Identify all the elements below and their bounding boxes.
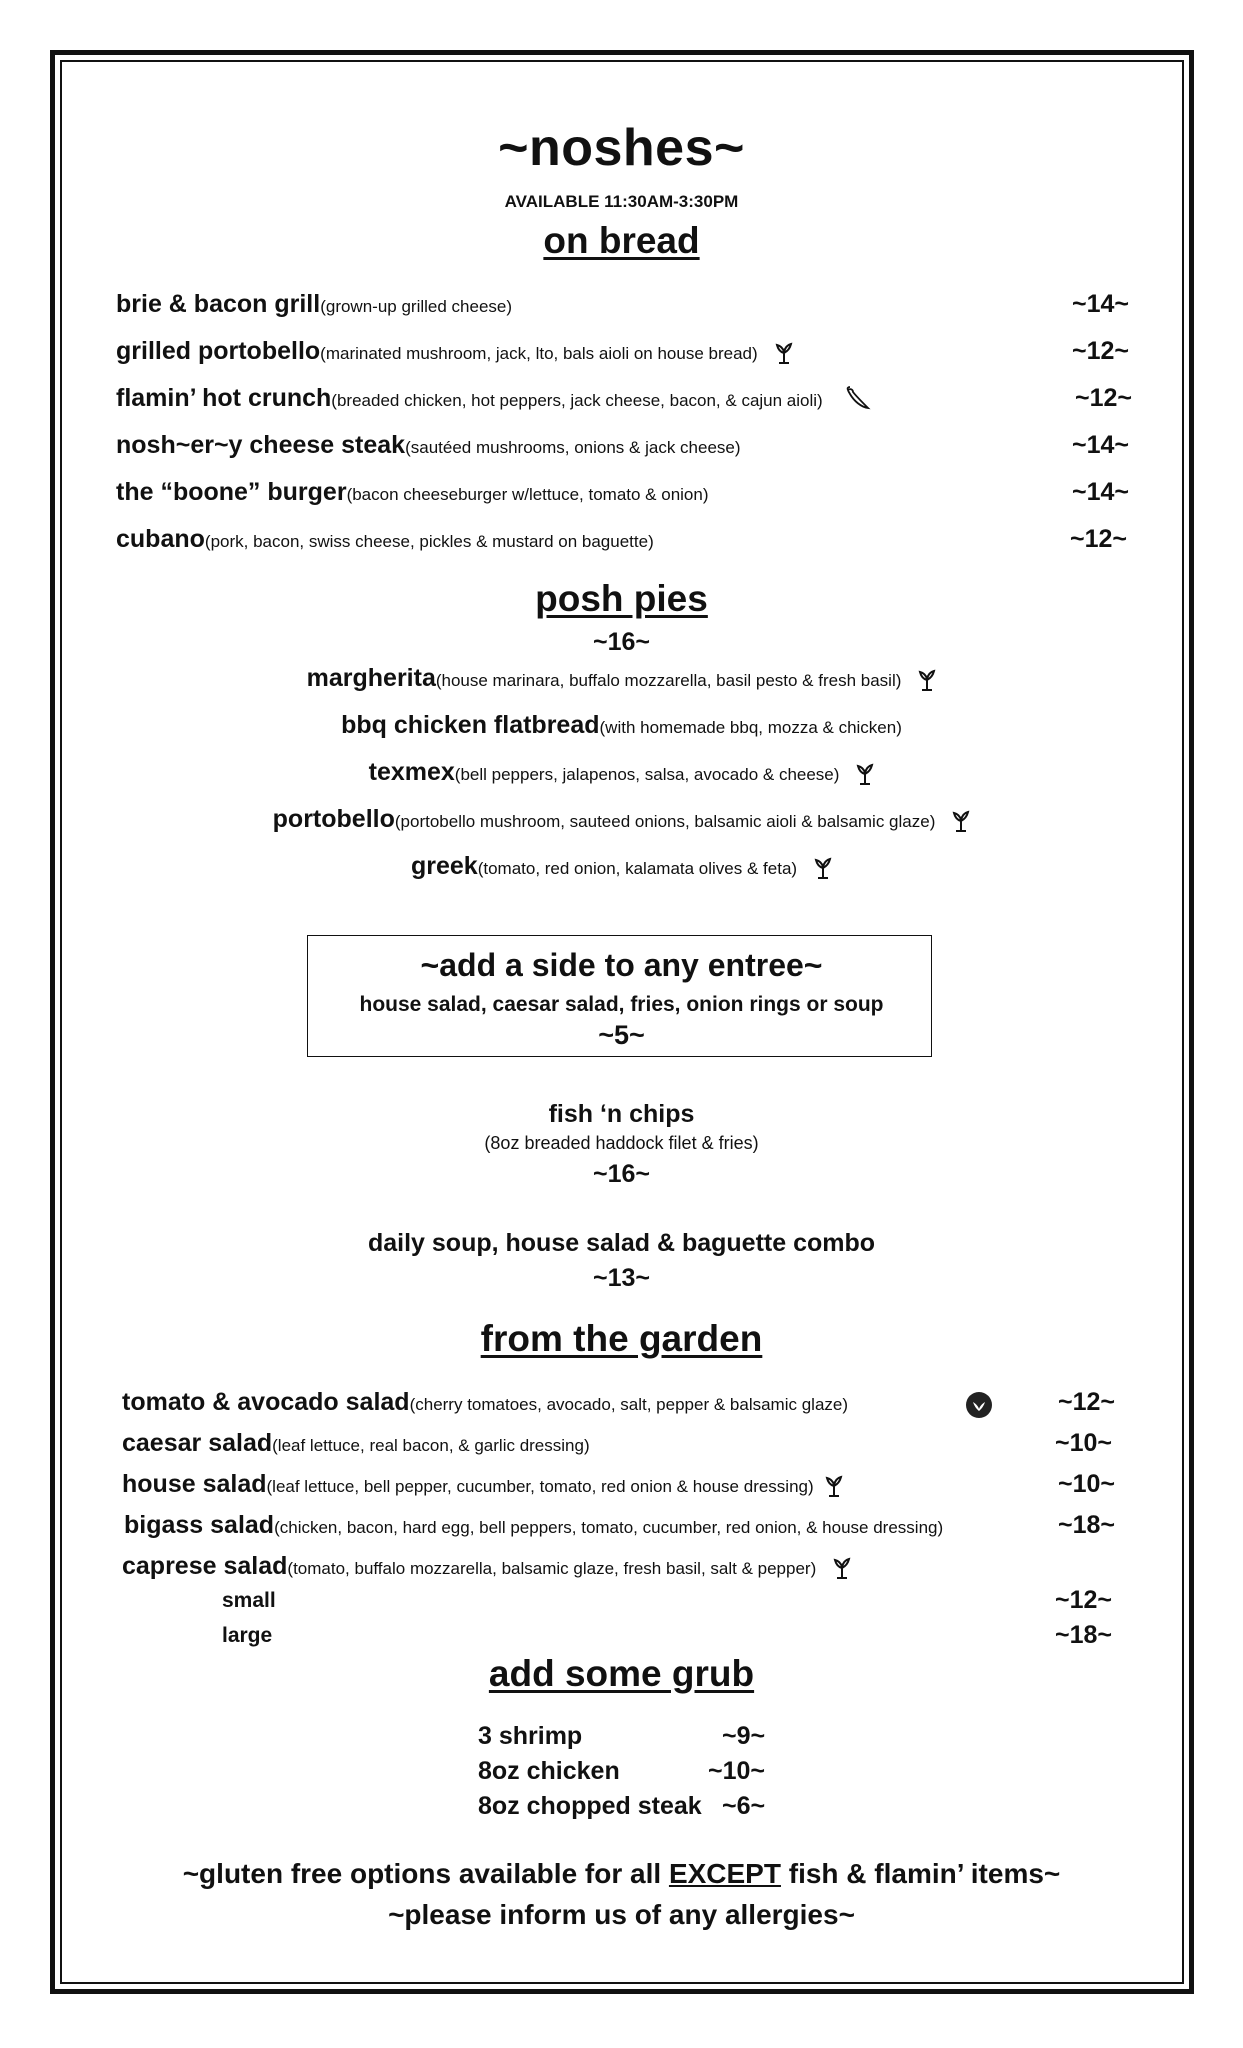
item-name: nosh~er~y cheese steak [116, 431, 406, 459]
item-price: ~14~ [1072, 431, 1130, 459]
item-name: flamin’ hot crunch [116, 384, 332, 412]
vegetarian-sprout-icon [952, 808, 970, 832]
menu-item-caesar-salad [122, 1429, 590, 1458]
pie-item-greek [0, 852, 1243, 881]
grub-price-chopped-steak: ~6~ [722, 1792, 766, 1820]
pie-item-bbq-chicken-flatbread [0, 711, 1243, 740]
menu-item-cheese-steak [116, 431, 741, 460]
item-desc: (cherry tomatoes, avocado, salt, pepper & balsamic glaze) [409, 1395, 849, 1414]
item-name: texmex [368, 758, 455, 786]
vegan-leaf-badge-icon [965, 1391, 993, 1419]
section-heading-on-bread: on bread [543, 220, 700, 261]
item-desc: (leaf lettuce, real bacon, & garlic dressing) [272, 1436, 590, 1455]
item-name: the “boone” burger [116, 478, 347, 506]
item-desc: (marinated mushroom, jack, lto, bals aioli on house bread) [320, 344, 758, 363]
posh-pies-price: ~16~ [592, 628, 650, 656]
pie-item-portobello [0, 805, 1243, 834]
item-name: bbq chicken flatbread [341, 711, 600, 739]
item-desc: (bacon cheeseburger w/lettuce, tomato & onion) [346, 485, 709, 504]
menu-item-caprese-salad [122, 1552, 851, 1581]
item-price: ~12~ [1058, 1388, 1116, 1416]
item-desc: (breaded chicken, hot peppers, jack cheese, bacon, & cajun aioli) [331, 391, 823, 410]
pie-item-margherita [0, 664, 1243, 693]
section-heading-posh-pies: posh pies [535, 578, 708, 619]
caprese-size-small: small [222, 1589, 276, 1612]
item-name: brie & bacon grill [116, 290, 321, 318]
item-price: ~14~ [1072, 290, 1130, 318]
item-desc: (pork, bacon, swiss cheese, pickles & mustard on baguette) [204, 532, 654, 551]
fish-n-chips-desc: (8oz breaded haddock filet & fries) [484, 1133, 759, 1153]
section-heading-from-the-garden: from the garden [480, 1318, 763, 1359]
vegetarian-sprout-icon [833, 1555, 851, 1579]
pie-item-texmex [0, 758, 1243, 787]
hours-note: AVAILABLE 11:30AM-3:30PM [504, 192, 739, 211]
add-side-title: ~add a side to any entree~ [420, 947, 823, 983]
vegetarian-sprout-icon [918, 667, 936, 691]
gluten-free-except: EXCEPT [668, 1858, 781, 1889]
gluten-free-note [0, 1858, 1243, 1890]
item-desc: (chicken, bacon, hard egg, bell peppers, tomato, cucumber, red onion, & house dressing) [274, 1518, 944, 1537]
section-heading-add-some-grub: add some grub [488, 1653, 755, 1694]
menu-item-bigass-salad [124, 1511, 943, 1540]
vegetarian-sprout-icon [814, 855, 832, 879]
item-desc: (leaf lettuce, bell pepper, cucumber, tomato, red onion & house dressing) [266, 1477, 814, 1496]
menu-item-brie-bacon-grill [116, 290, 512, 319]
add-side-price: ~5~ [598, 1020, 645, 1050]
item-name: caesar salad [122, 1429, 273, 1457]
item-price: ~10~ [1058, 1470, 1116, 1498]
gluten-free-note-end: fish & flamin’ items~ [780, 1858, 1061, 1889]
item-desc: (tomato, buffalo mozzarella, balsamic glaze, fresh basil, salt & pepper) [287, 1559, 817, 1578]
item-price: ~12~ [1075, 384, 1133, 412]
item-price: ~18~ [1058, 1511, 1116, 1539]
item-name: bigass salad [124, 1511, 275, 1539]
item-name: grilled portobello [116, 337, 321, 365]
caprese-size-large: large [222, 1624, 273, 1647]
hot-pepper-icon [844, 386, 872, 412]
caprese-price-small: ~12~ [1055, 1586, 1113, 1614]
item-price: ~14~ [1072, 478, 1130, 506]
vegetarian-sprout-icon [775, 340, 793, 364]
item-name: house salad [122, 1470, 267, 1498]
item-name: tomato & avocado salad [122, 1388, 410, 1416]
item-desc: (tomato, red onion, kalamata olives & feta) [477, 859, 798, 878]
menu-item-cubano [116, 525, 654, 554]
combo-name: daily soup, house salad & baguette combo [367, 1229, 876, 1257]
fish-n-chips-name: fish ‘n chips [548, 1100, 695, 1128]
add-side-options: house salad, caesar salad, fries, onion rings or soup [359, 993, 884, 1016]
item-price: ~12~ [1070, 525, 1128, 553]
menu-item-flamin-hot-crunch [116, 384, 872, 413]
item-name: portobello [272, 805, 395, 833]
item-name: caprese salad [122, 1552, 288, 1580]
menu-title: ~noshes~ [498, 119, 745, 177]
menu-item-grilled-portobello [116, 337, 793, 366]
item-desc: (house marinara, buffalo mozzarella, basil pesto & fresh basil) [435, 671, 902, 690]
item-desc: (grown-up grilled cheese) [320, 297, 513, 316]
item-name: margherita [306, 664, 436, 692]
vegetarian-sprout-icon [825, 1473, 843, 1497]
allergy-note: ~please inform us of any allergies~ [388, 1899, 855, 1930]
menu-item-tomato-avocado-salad [122, 1388, 848, 1417]
item-price: ~10~ [1055, 1429, 1113, 1457]
grub-item-chopped-steak: 8oz chopped steak [478, 1792, 702, 1820]
menu-item-boone-burger [116, 478, 709, 507]
fish-n-chips-price: ~16~ [592, 1160, 650, 1188]
item-price: ~12~ [1072, 337, 1130, 365]
grub-price-chicken: ~10~ [708, 1757, 766, 1785]
item-name: greek [410, 852, 478, 880]
grub-price-shrimp: ~9~ [722, 1722, 766, 1750]
vegetarian-sprout-icon [856, 761, 874, 785]
caprese-price-large: ~18~ [1055, 1621, 1113, 1649]
item-desc: (with homemade bbq, mozza & chicken) [599, 718, 902, 737]
grub-item-shrimp: 3 shrimp [478, 1722, 583, 1750]
gluten-free-note-start: ~gluten free options available for all [182, 1858, 669, 1889]
grub-item-chicken: 8oz chicken [478, 1757, 620, 1785]
item-desc: (portobello mushroom, sauteed onions, balsamic aioli & balsamic glaze) [394, 812, 936, 831]
item-desc: (bell peppers, jalapenos, salsa, avocado & cheese) [454, 765, 840, 784]
item-desc: (sautéed mushrooms, onions & jack cheese) [405, 438, 741, 457]
combo-price: ~13~ [592, 1264, 650, 1292]
menu-item-house-salad [122, 1470, 843, 1499]
item-name: cubano [116, 525, 205, 553]
